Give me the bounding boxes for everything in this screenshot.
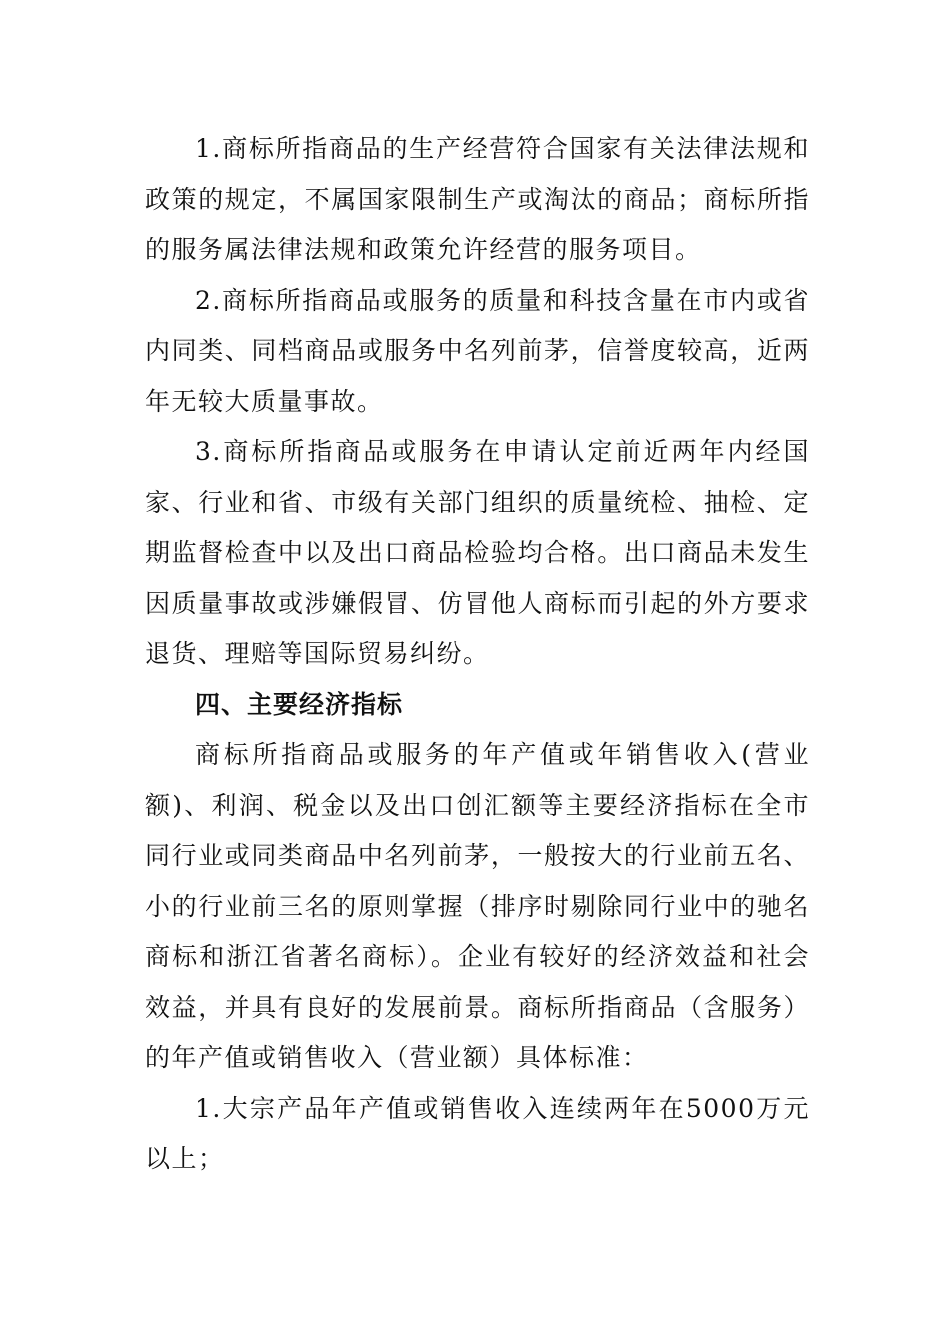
criterion-paragraph-3: 3.商标所指商品或服务在申请认定前近两年内经国家、行业和省、市级有关部门组织的质量统检、抽检、定期监督检查中以及出口商品检验均合格。出口商品未发生因质量事故或涉嫌假冒、仿冒他人商标而引起的外方要求退货、理赔等国际贸易纠纷。 xyxy=(145,437,810,668)
section-heading: 四、主要经济指标 xyxy=(195,689,404,719)
standard-item-1: 1.大宗产品年产值或销售收入连续两年在5000万元以上； xyxy=(145,1093,810,1173)
criterion-paragraph-2: 2.商标所指商品或服务的质量和科技含量在市内或省内同类、同档商品或服务中名列前茅，信誉度较高，近两年无较大质量事故。 xyxy=(145,285,810,416)
criterion-paragraph-1: 1.商标所指商品的生产经营符合国家有关法律法规和政策的规定，不属国家限制生产或淘汰的商品；商标所指的服务属法律法规和政策允许经营的服务项目。 xyxy=(145,134,810,264)
economic-indicators-paragraph: 商标所指商品或服务的年产值或年销售收入(营业额)、利润、税金以及出口创汇额等主要经济指标在全市同行业或同类商品中名列前茅，一般按大的行业前五名、小的行业前三名的原则掌握（排序时剔除同行业中的驰名商标和浙江省著名商标）。企业有较好的经济效益和社会效益，并具有良好的发展前景。商标所指商品（含服务）的年产值或销售收入（营业额）具体标准： xyxy=(145,740,810,1072)
document-body xyxy=(145,124,810,1185)
